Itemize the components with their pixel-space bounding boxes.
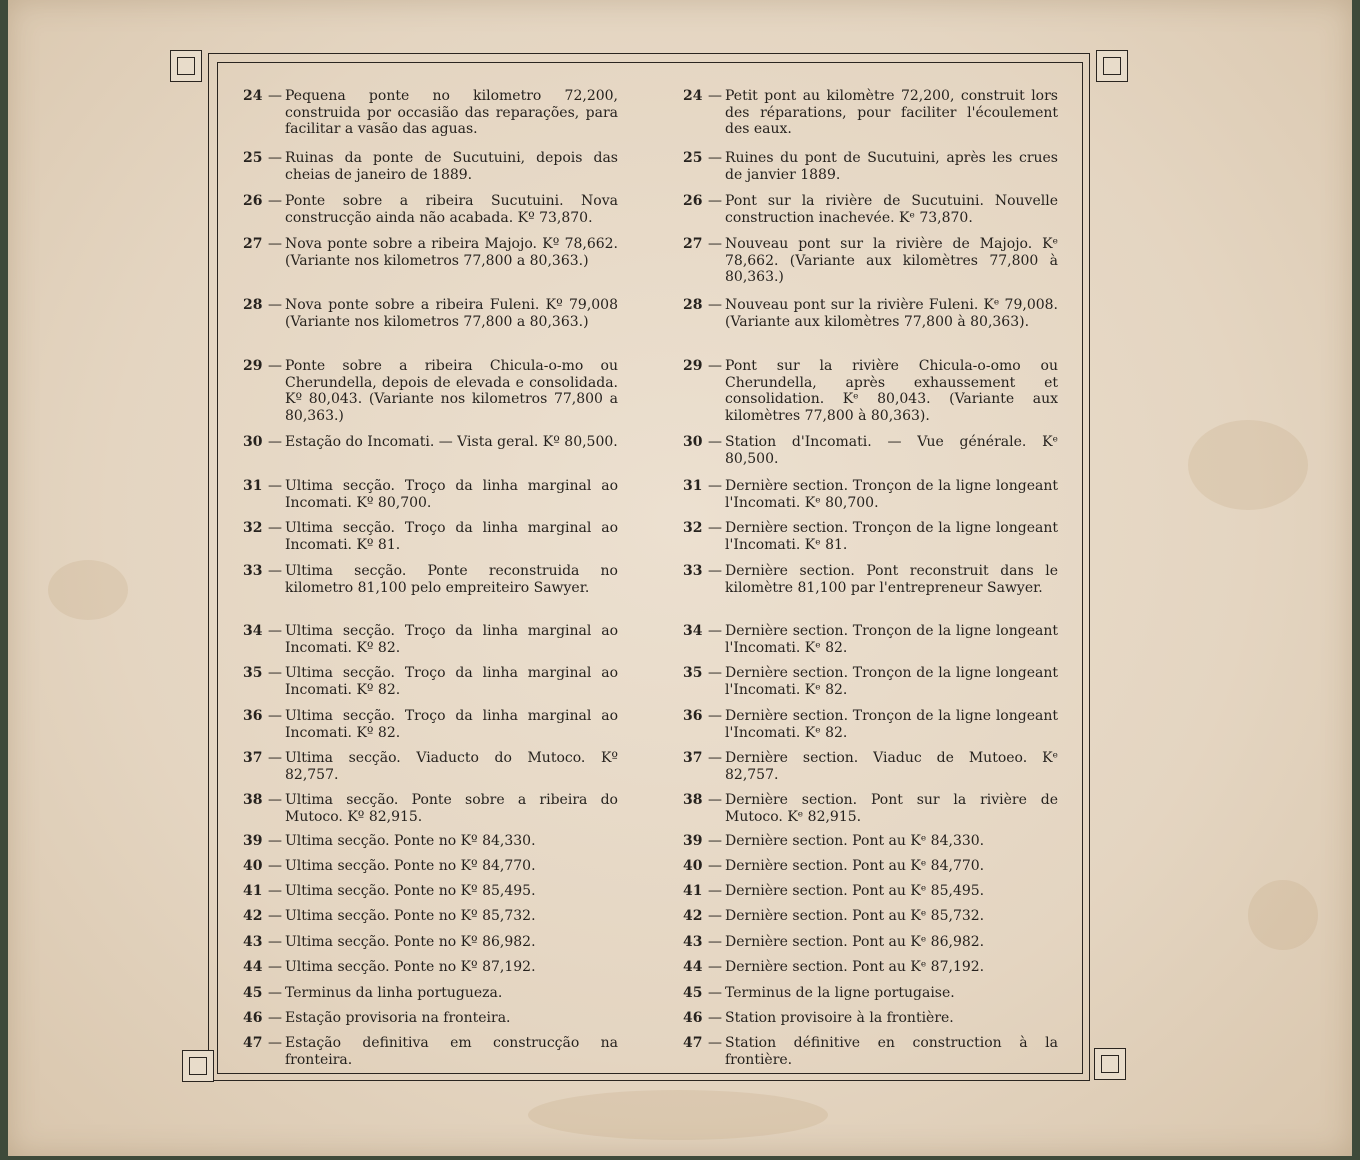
entry-number: 36	[683, 708, 703, 724]
entry-text: Dernière section. Tronçon de la ligne longeant l'Incomati. Kᵉ 81.	[725, 520, 1058, 553]
list-item	[243, 908, 618, 925]
entry-text: Nova ponte sobre a ribeira Fuleni. Kº 79,008 (Variante nos kilometros 77,800 a 80,363.)	[285, 297, 618, 330]
entry-dash: —	[268, 297, 282, 313]
entry-dash: —	[268, 708, 282, 724]
entry-dash: —	[708, 959, 722, 975]
entry-text: Station d'Incomati. — Vue générale. Kᵉ 80,500.	[725, 434, 1058, 467]
entry-dash: —	[268, 1010, 282, 1026]
list-item	[243, 623, 618, 656]
entry-text: Nova ponte sobre a ribeira Majojo. Kº 78,662. (Variante nos kilometros 77,800 a 80,363.)	[285, 236, 618, 269]
entry-text: Dernière section. Pont au Kᵉ 84,330.	[725, 833, 985, 849]
entry-dash: —	[708, 708, 722, 724]
corner-ornament-top-right	[1096, 50, 1128, 82]
list-item	[683, 520, 1058, 553]
entry-text: Ultima secção. Troço da linha marginal ao Incomati. Kº 82.	[285, 708, 618, 741]
entry-dash: —	[708, 236, 722, 252]
entry-number: 33	[243, 563, 263, 579]
entry-number: 33	[683, 563, 703, 579]
entry-number: 37	[683, 750, 703, 766]
entry-dash: —	[708, 478, 722, 494]
entry-text: Ultima secção. Troço da linha marginal ao Incomati. Kº 82.	[285, 623, 618, 656]
list-item	[243, 985, 618, 1002]
list-item	[683, 88, 1058, 138]
list-item	[243, 883, 618, 900]
list-item	[683, 883, 1058, 900]
entry-number: 44	[243, 959, 263, 975]
entry-text: Dernière section. Viaduc de Mutoeo. Kᵉ 82,757.	[725, 750, 1058, 783]
list-item	[243, 858, 618, 875]
list-item	[683, 858, 1058, 875]
list-item	[243, 708, 618, 741]
entry-number: 31	[683, 478, 703, 494]
entry-text: Dernière section. Tronçon de la ligne longeant l'Incomati. Kᵉ 80,700.	[725, 478, 1058, 511]
list-item	[243, 236, 618, 269]
entry-dash: —	[268, 150, 282, 166]
list-item	[683, 833, 1058, 850]
list-item	[683, 934, 1058, 951]
entry-number: 27	[243, 236, 263, 252]
entry-number: 32	[683, 520, 703, 536]
entry-dash: —	[268, 520, 282, 536]
entry-number: 30	[243, 434, 263, 450]
entry-text: Dernière section. Tronçon de la ligne longeant l'Incomati. Kᵉ 82.	[725, 708, 1058, 741]
entry-dash: —	[708, 193, 722, 209]
list-item	[683, 297, 1058, 330]
entry-text: Pequena ponte no kilometro 72,200, construida por occasião das reparações, para facilitar a vasão das aguas.	[285, 88, 618, 138]
entry-dash: —	[268, 792, 282, 808]
entry-text: Ultima secção. Ponte sobre a ribeira do Mutoco. Kº 82,915.	[285, 792, 618, 825]
entry-number: 41	[243, 883, 263, 899]
entry-number: 39	[683, 833, 703, 849]
entry-text: Station définitive en construction à la frontière.	[725, 1035, 1058, 1068]
entry-text: Terminus da linha portugueza.	[285, 985, 503, 1001]
entry-number: 36	[243, 708, 263, 724]
entry-dash: —	[268, 934, 282, 950]
list-item	[683, 959, 1058, 976]
entry-dash: —	[268, 563, 282, 579]
list-item	[683, 434, 1058, 467]
entry-number: 31	[243, 478, 263, 494]
list-item	[243, 358, 618, 424]
entry-text: Ultima secção. Ponte reconstruida no kilometro 81,100 pelo empreiteiro Sawyer.	[285, 563, 618, 596]
entry-text: Ultima secção. Ponte no Kº 86,982.	[285, 934, 536, 950]
entry-number: 35	[683, 665, 703, 681]
list-item	[243, 520, 618, 553]
list-item	[683, 358, 1058, 424]
entry-text: Ultima secção. Troço da linha marginal ao Incomati. Kº 81.	[285, 520, 618, 553]
entry-number: 25	[243, 150, 263, 166]
entry-dash: —	[268, 88, 282, 104]
entry-number: 35	[243, 665, 263, 681]
corner-ornament-bottom-left	[182, 1050, 214, 1082]
entry-text: Station provisoire à la frontière.	[725, 1010, 954, 1026]
paper-stain	[528, 1090, 828, 1140]
list-item	[683, 1035, 1058, 1068]
paper-stain	[1248, 880, 1318, 950]
entry-dash: —	[268, 858, 282, 874]
entry-number: 29	[243, 358, 263, 374]
entry-dash: —	[268, 434, 282, 450]
entry-number: 47	[243, 1035, 263, 1051]
entry-dash: —	[268, 985, 282, 1001]
entry-number: 27	[683, 236, 703, 252]
entry-text: Pont sur la rivière Chicula-o-omo ou Cherundella, après exhaussement et consolidation. Kᵉ 80,043. (Variante aux kilomètres 77,800 à 80,363).	[725, 358, 1058, 424]
entry-text: Nouveau pont sur la rivière Fuleni. Kᵉ 79,008. (Variante aux kilomètres 77,800 à 80,363).	[725, 297, 1058, 330]
corner-ornament-top-left	[170, 50, 202, 82]
entry-dash: —	[708, 858, 722, 874]
paper-stain	[48, 560, 128, 620]
entry-text: Dernière section. Pont au Kᵉ 87,192.	[725, 959, 985, 975]
list-item	[243, 150, 618, 183]
list-item	[243, 434, 618, 451]
entry-number: 24	[243, 88, 263, 104]
list-item	[243, 792, 618, 825]
list-item	[683, 236, 1058, 286]
entry-text: Dernière section. Pont au Kᵉ 84,770.	[725, 858, 985, 874]
entry-number: 37	[243, 750, 263, 766]
entry-number: 38	[683, 792, 703, 808]
list-item	[243, 750, 618, 783]
entry-text: Ponte sobre a ribeira Chicula-o-mo ou Cherundella, depois de elevada e consolidada. Kº 80,043. (Variante nos kilometros 77,800 a 80,363.)	[285, 358, 618, 424]
entry-text: Estação definitiva em construcção na fronteira.	[285, 1035, 618, 1068]
list-item	[243, 934, 618, 951]
entry-number: 26	[243, 193, 263, 209]
entry-dash: —	[268, 1035, 282, 1051]
entry-dash: —	[708, 520, 722, 536]
list-item	[683, 908, 1058, 925]
entry-number: 28	[243, 297, 263, 313]
entry-number: 43	[243, 934, 263, 950]
entry-dash: —	[268, 478, 282, 494]
entry-text: Dernière section. Tronçon de la ligne longeant l'Incomati. Kᵉ 82.	[725, 623, 1058, 656]
list-item	[243, 193, 618, 226]
list-item	[243, 1035, 618, 1068]
entry-dash: —	[708, 358, 722, 374]
entry-text: Dernière section. Pont au Kᵉ 86,982.	[725, 934, 985, 950]
entry-dash: —	[708, 563, 722, 579]
entry-number: 32	[243, 520, 263, 536]
list-item	[243, 959, 618, 976]
entry-text: Ultima secção. Ponte no Kº 85,495.	[285, 883, 536, 899]
entry-number: 25	[683, 150, 703, 166]
entry-dash: —	[268, 959, 282, 975]
entry-number: 43	[683, 934, 703, 950]
entry-number: 45	[243, 985, 263, 1001]
entry-text: Ultima secção. Ponte no Kº 85,732.	[285, 908, 536, 924]
entry-text: Estação do Incomati. — Vista geral. Kº 80,500.	[285, 434, 618, 450]
entry-text: Dernière section. Pont reconstruit dans le kilomètre 81,100 par l'entrepreneur Sawyer.	[725, 563, 1058, 596]
list-item	[683, 1010, 1058, 1027]
entry-dash: —	[708, 985, 722, 1001]
list-item	[243, 833, 618, 850]
list-item	[683, 563, 1058, 596]
entry-number: 42	[683, 908, 703, 924]
list-item	[243, 297, 618, 330]
list-item	[683, 150, 1058, 183]
entry-number: 28	[683, 297, 703, 313]
entry-dash: —	[268, 908, 282, 924]
entry-number: 42	[243, 908, 263, 924]
list-item	[683, 665, 1058, 698]
entry-dash: —	[708, 665, 722, 681]
entry-text: Ultima secção. Viaducto do Mutoco. Kº 82,757.	[285, 750, 618, 783]
entry-dash: —	[708, 150, 722, 166]
entry-text: Ultima secção. Ponte no Kº 84,770.	[285, 858, 536, 874]
entry-text: Petit pont au kilomètre 72,200, construit lors des réparations, pour faciliter l'écoulement des eaux.	[725, 88, 1058, 138]
entry-dash: —	[708, 1035, 722, 1051]
entry-dash: —	[268, 833, 282, 849]
entry-dash: —	[708, 88, 722, 104]
entry-number: 47	[683, 1035, 703, 1051]
entry-number: 38	[243, 792, 263, 808]
entry-number: 40	[243, 858, 263, 874]
entry-dash: —	[708, 908, 722, 924]
list-item	[683, 193, 1058, 226]
entry-number: 44	[683, 959, 703, 975]
list-item	[683, 623, 1058, 656]
entry-dash: —	[708, 434, 722, 450]
entry-number: 41	[683, 883, 703, 899]
entry-text: Ruines du pont de Sucutuini, après les crues de janvier 1889.	[725, 150, 1058, 183]
list-item	[683, 478, 1058, 511]
entry-text: Ruinas da ponte de Sucutuini, depois das cheias de janeiro de 1889.	[285, 150, 618, 183]
paper-stain	[1188, 420, 1308, 510]
entry-dash: —	[708, 883, 722, 899]
entry-dash: —	[708, 623, 722, 639]
entry-dash: —	[708, 1010, 722, 1026]
entry-number: 29	[683, 358, 703, 374]
entry-dash: —	[268, 193, 282, 209]
entry-dash: —	[708, 934, 722, 950]
entry-dash: —	[268, 665, 282, 681]
entry-number: 30	[683, 434, 703, 450]
entry-text: Dernière section. Pont au Kᵉ 85,495.	[725, 883, 985, 899]
entry-dash: —	[268, 750, 282, 766]
list-item	[243, 563, 618, 596]
entry-text: Estação provisoria na fronteira.	[285, 1010, 511, 1026]
list-item	[683, 985, 1058, 1002]
entry-text: Dernière section. Pont sur la rivière de Mutoco. Kᵉ 82,915.	[725, 792, 1058, 825]
entry-number: 34	[683, 623, 703, 639]
entry-number: 24	[683, 88, 703, 104]
entry-dash: —	[708, 750, 722, 766]
entry-text: Terminus de la ligne portugaise.	[725, 985, 955, 1001]
entry-text: Pont sur la rivière de Sucutuini. Nouvelle construction inachevée. Kᵉ 73,870.	[725, 193, 1058, 226]
entry-number: 45	[683, 985, 703, 1001]
entry-text: Ultima secção. Ponte no Kº 87,192.	[285, 959, 536, 975]
list-item	[243, 478, 618, 511]
entry-dash: —	[268, 623, 282, 639]
entry-dash: —	[268, 883, 282, 899]
entry-text: Nouveau pont sur la rivière de Majojo. Kᵉ 78,662. (Variante aux kilomètres 77,800 à 80,363.)	[725, 236, 1058, 286]
entry-number: 46	[243, 1010, 263, 1026]
entry-dash: —	[708, 297, 722, 313]
entry-number: 46	[683, 1010, 703, 1026]
entry-dash: —	[708, 792, 722, 808]
entry-text: Ponte sobre a ribeira Sucutuini. Nova construcção ainda não acabada. Kº 73,870.	[285, 193, 618, 226]
entry-number: 40	[683, 858, 703, 874]
entry-number: 34	[243, 623, 263, 639]
entry-text: Dernière section. Tronçon de la ligne longeant l'Incomati. Kᵉ 82.	[725, 665, 1058, 698]
list-item	[243, 1010, 618, 1027]
entry-text: Ultima secção. Troço da linha marginal ao Incomati. Kº 82.	[285, 665, 618, 698]
entry-dash: —	[268, 236, 282, 252]
entry-dash: —	[268, 358, 282, 374]
entry-text: Ultima secção. Troço da linha marginal ao Incomati. Kº 80,700.	[285, 478, 618, 511]
list-item	[243, 88, 618, 138]
entry-number: 26	[683, 193, 703, 209]
entry-dash: —	[708, 833, 722, 849]
list-item	[683, 792, 1058, 825]
entry-text: Ultima secção. Ponte no Kº 84,330.	[285, 833, 536, 849]
list-item	[683, 708, 1058, 741]
list-item	[683, 750, 1058, 783]
list-item	[243, 665, 618, 698]
entry-text: Dernière section. Pont au Kᵉ 85,732.	[725, 908, 985, 924]
corner-ornament-bottom-right	[1094, 1048, 1126, 1080]
entry-number: 39	[243, 833, 263, 849]
